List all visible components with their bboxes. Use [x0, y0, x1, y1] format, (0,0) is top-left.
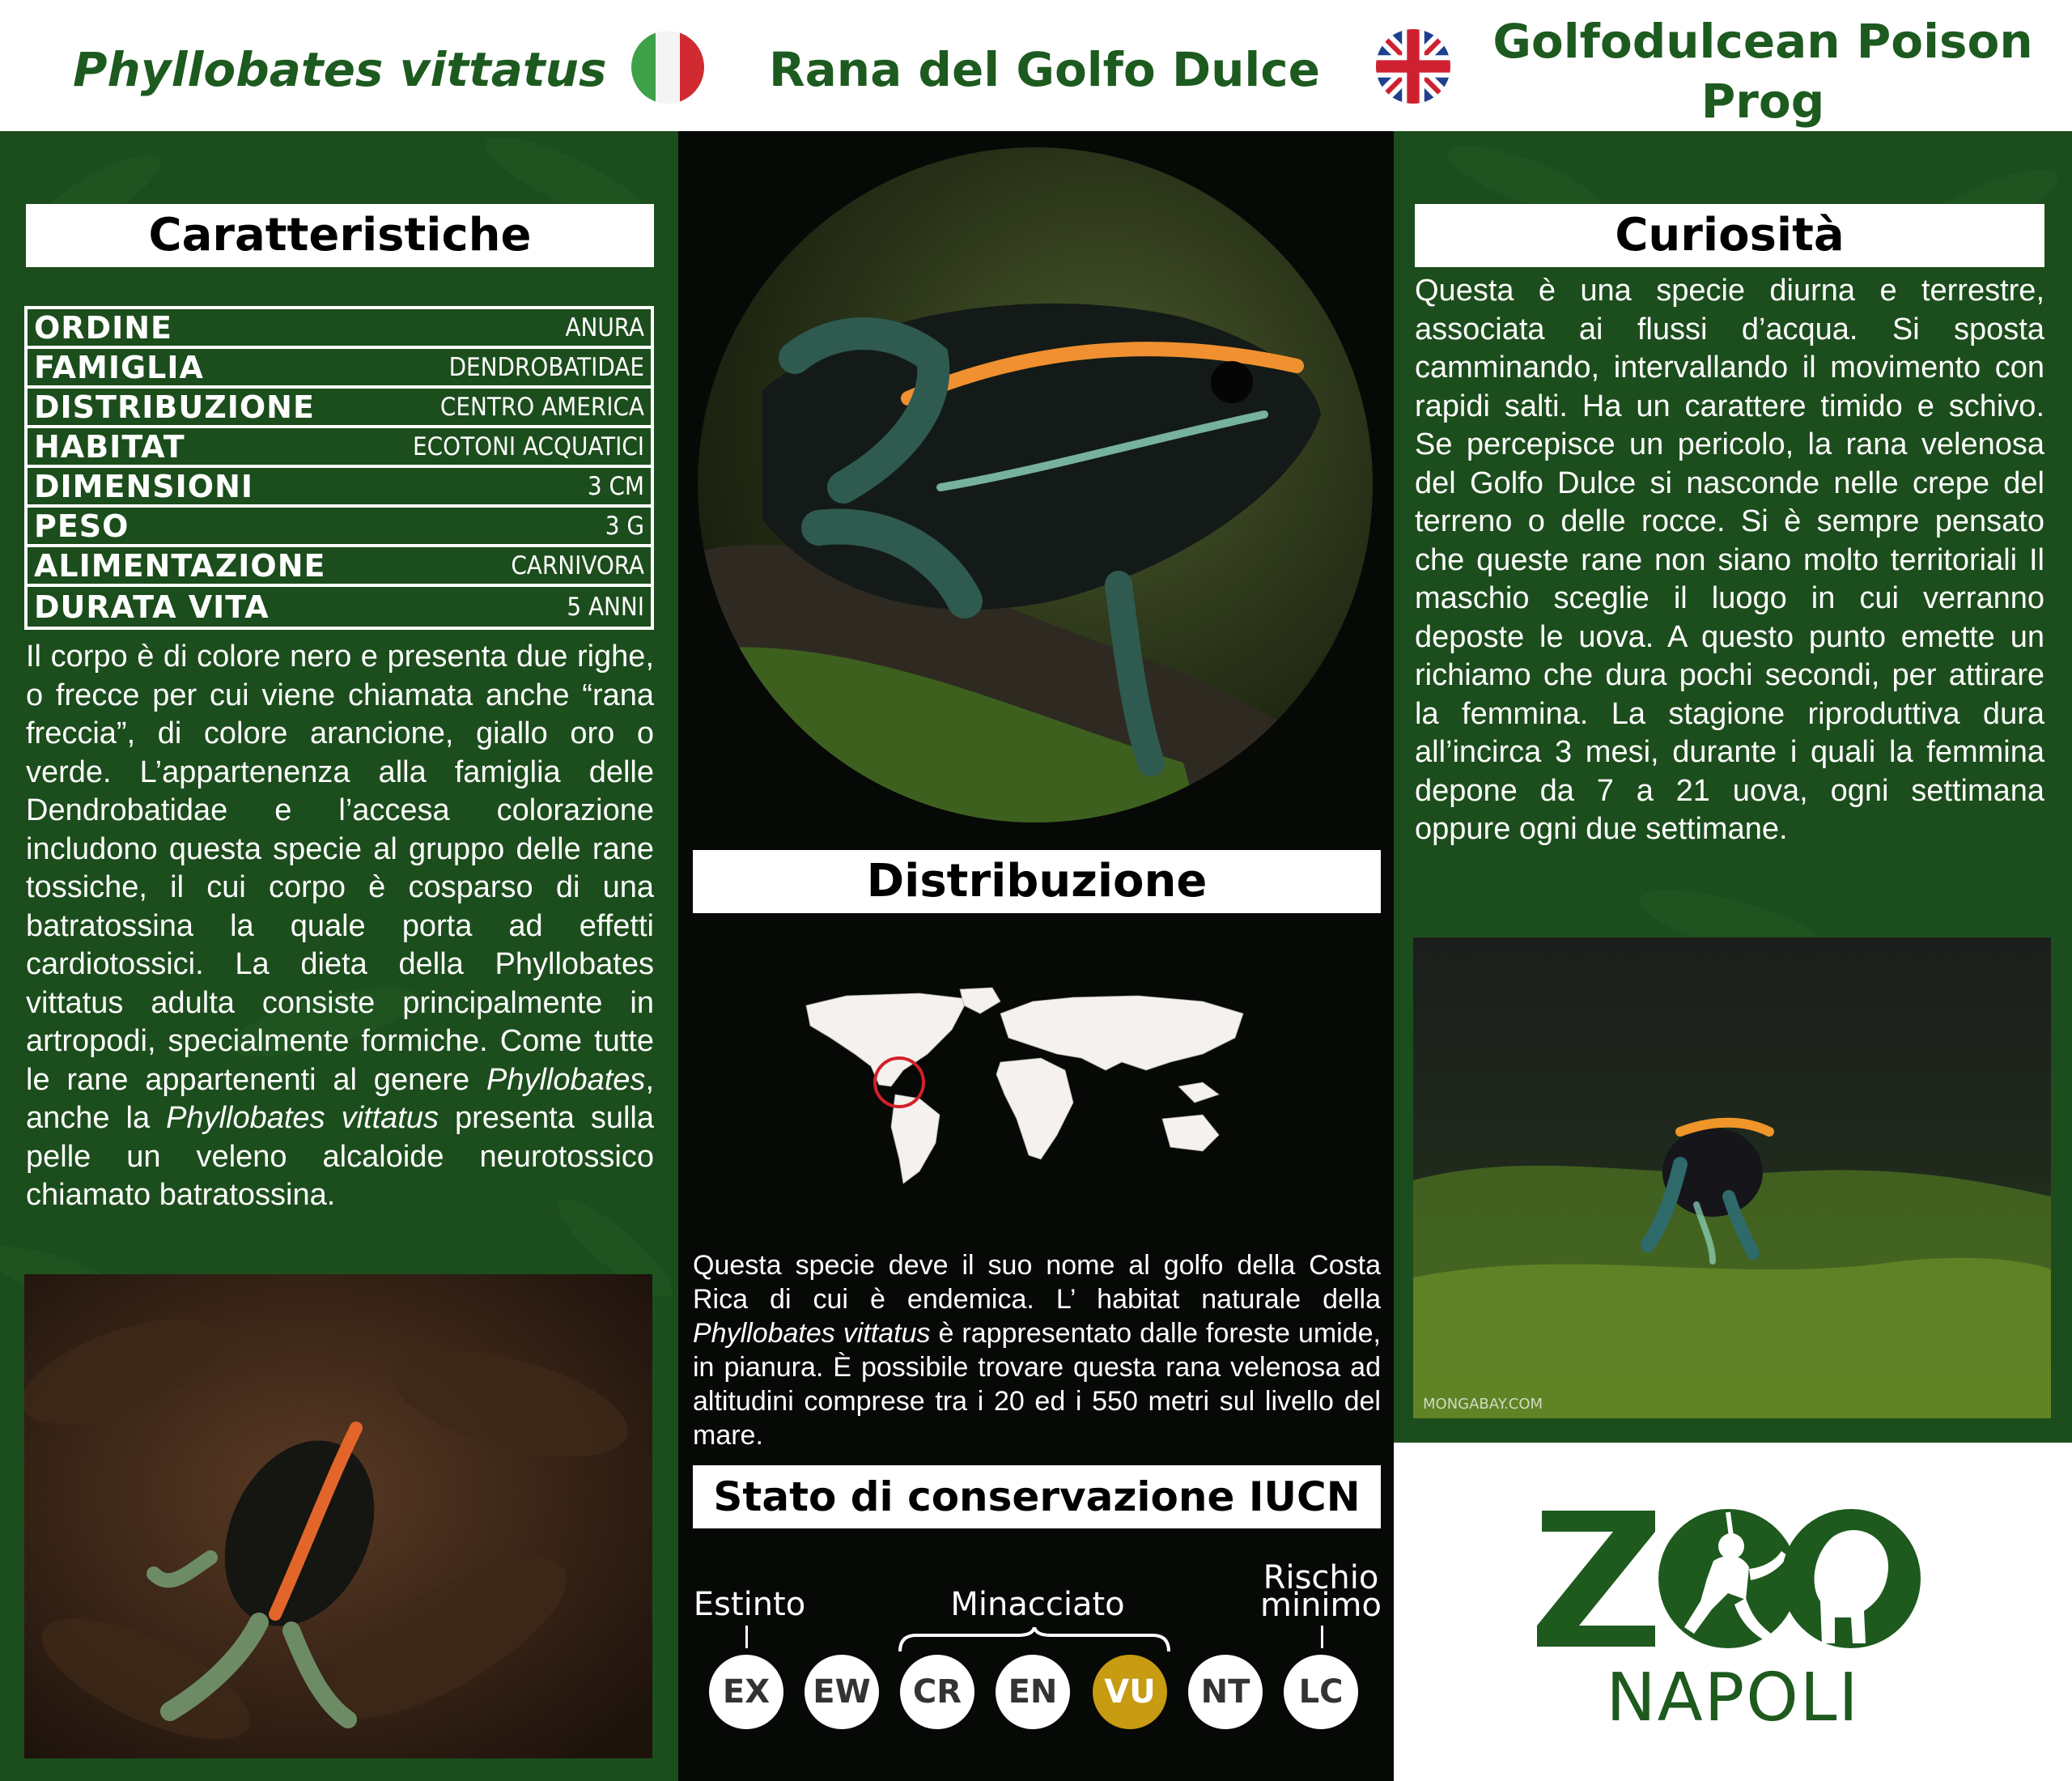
fact-key: ORDINE — [34, 309, 173, 346]
fact-key: ALIMENTAZIONE — [34, 547, 326, 584]
fact-row-family — [28, 349, 651, 389]
iucn-badge-ex[interactable]: EX — [709, 1655, 783, 1729]
distribution-description: Questa specie deve il suo nome al golfo della Costa Rica di cui è endemica. L’ habitat naturale della Phyllobates vittatus è rappresentato dalle foreste umide, in pianura. È possibile trovare questa rana velenosa ad altitudini comprese tra i 20 ed i 550 metri sul livello del mare. — [693, 1250, 1381, 1451]
fact-row-weight — [28, 508, 651, 547]
conservation-title: Stato di conservazione IUCN — [693, 1465, 1381, 1528]
fact-row-order — [28, 309, 651, 349]
iucn-badge-vu[interactable]: VU — [1093, 1655, 1167, 1729]
facts-table — [24, 306, 654, 630]
frog-photo-moss — [1413, 937, 2051, 1418]
iucn-badge-lc[interactable]: LC — [1284, 1655, 1358, 1729]
fact-key: FAMIGLIA — [34, 349, 204, 385]
australia-shape — [1162, 1115, 1219, 1151]
frog-photo-leaf-litter — [24, 1274, 652, 1758]
iucn-badge-ew[interactable]: EW — [805, 1655, 879, 1729]
italy-flag-icon[interactable] — [631, 31, 704, 104]
photo-credit: MONGABAY.COM — [1423, 1396, 1543, 1413]
fact-value: DENDROBATIDAE — [448, 352, 644, 382]
fact-value: 3 G — [605, 511, 644, 541]
fact-value: ECOTONI ACQUATICI — [413, 431, 644, 461]
iucn-badge-nt[interactable]: NT — [1188, 1655, 1263, 1729]
fact-key: DISTRIBUZIONE — [34, 389, 315, 425]
curiosities-text: Questa è una specie diurna e terrestre, associata ai flussi d’acqua. Si sposta camminando, intervallando il movimento con rapidi salti. Ha un carattere timido e schivo. Se percepisce un pericolo, la rana velenosa del Golfo Dulce si nasconde nelle crepe del terreno o delle rocce. Si è sempre pensato che queste rane non siano molto territoriali Il maschio sceglie il luogo in cui verranno deposte le uova. A questo punto emette un richiamo che dura pochi secondi, per attirare la femmina. La stagione riproduttiva dura all’incirca 3 mesi, durante i quali la femmina depone da 7 a 21 uova, ogni settimana oppure ogni due settimane. — [1415, 274, 2044, 846]
fact-value: CARNIVORA — [511, 550, 644, 580]
label-extinct: Estinto — [693, 1586, 806, 1623]
scientific-name: Phyllobates vittatus — [73, 42, 607, 97]
fact-value: 3 CM — [587, 471, 644, 501]
label-threatened: Minacciato — [950, 1586, 1125, 1623]
world-map[interactable] — [798, 981, 1256, 1195]
label-low-risk: Rischio minimo — [1260, 1559, 1382, 1624]
tick-low-risk — [1321, 1626, 1323, 1648]
fact-key: DIMENSIONI — [34, 468, 254, 504]
frog-photo-closeup — [698, 147, 1373, 822]
logo-city-name: NAPOLI — [1606, 1660, 1860, 1736]
fact-row-size — [28, 468, 651, 508]
english-name: Golfodulcean Poison Prog — [1492, 14, 2033, 129]
fact-key: HABITAT — [34, 428, 185, 465]
fact-row-lifespan — [28, 587, 651, 627]
iucn-badge-cr[interactable]: CR — [900, 1655, 974, 1729]
zoo-logo — [1534, 1504, 1922, 1650]
fact-value: CENTRO AMERICA — [439, 392, 644, 422]
fact-value: ANURA — [565, 312, 644, 342]
fact-key: DURATA VITA — [34, 589, 270, 625]
threatened-bracket — [897, 1627, 1172, 1655]
characteristics-description: Il corpo è di colore nero e presenta due righe, o frecce per cui viene chiamata anche “rana freccia”, di colore arancione, giallo oro o verde. L’appartenenza alla famiglia delle Dendrobatidae e l’accesa colorazione includono questa specie al gruppo delle rane tossiche, il cui corpo è cosparso di una batratossina la quale porta ad effetti cardiotossici. La dieta della Phyllobates vittatus adulta consiste principalmente in artropodi, specialmente formiche. Come tutte le rane appartenenti al genere Phyllobates, anche la Phyllobates vittatus presenta sulla pelle un veleno alcaloide neurotossico chiamato batratossina. — [26, 640, 654, 1212]
fact-row-distribution — [28, 389, 651, 428]
africa-shape — [996, 1058, 1073, 1159]
indonesia-shape — [1178, 1082, 1219, 1103]
italian-name: Rana del Golfo Dulce — [769, 42, 1320, 97]
tick-extinct — [745, 1626, 748, 1648]
fact-key: PESO — [34, 508, 130, 544]
greenland-shape — [960, 988, 1000, 1014]
uk-flag-icon[interactable] — [1376, 29, 1450, 104]
iucn-badge-en[interactable]: EN — [996, 1655, 1070, 1729]
curiosities-title: Curiosità — [1415, 204, 2044, 267]
distribution-title: Distribuzione — [693, 850, 1381, 913]
characteristics-title: Caratteristiche — [26, 204, 654, 267]
fact-row-habitat — [28, 428, 651, 468]
logo-letter-z — [1537, 1511, 1655, 1647]
header — [0, 0, 2072, 131]
north-america-shape — [806, 993, 968, 1086]
fact-row-diet — [28, 547, 651, 587]
fact-value: 5 ANNI — [567, 592, 644, 622]
